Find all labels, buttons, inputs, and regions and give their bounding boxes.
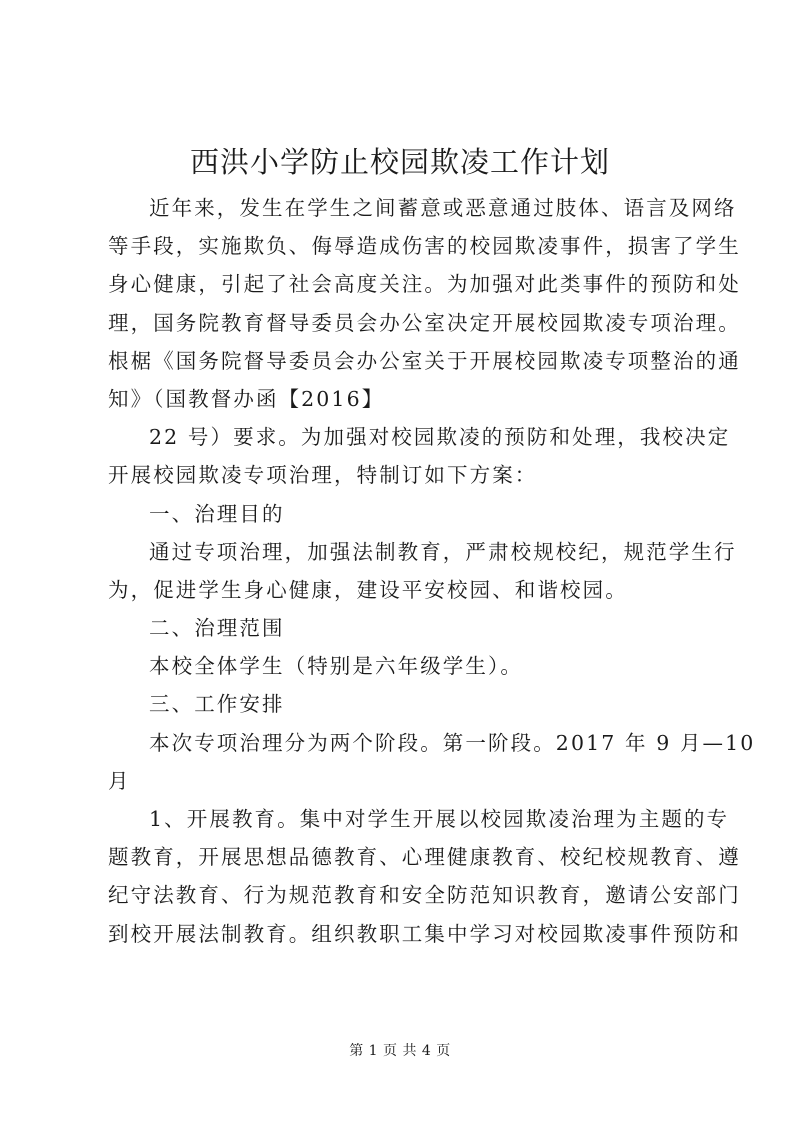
section-heading: 三、工作安排	[149, 692, 285, 717]
paragraph-line: 纪守法教育、行为规范教育和安全防范知识教育，邀请公安部门	[108, 883, 741, 908]
paragraph-line: 22 号）要求。为加强对校园欺凌的预防和处理，我校决定	[149, 425, 731, 450]
paragraph-line: 1、开展教育。集中对学生开展以校园欺凌治理为主题的专	[149, 807, 730, 831]
paragraph-line: 根椐《国务院督导委员会办公室关于开展校园欺凌专项整治的通	[108, 348, 741, 373]
document-title: 西洪小学防止校园欺凌工作计划	[189, 145, 610, 179]
paragraph-line: 题教育，开展思想品德教育、心理健康教育、校纪校规教育、遵	[108, 845, 741, 870]
paragraph-line: 月	[108, 768, 131, 793]
paragraph-line: 理，国务院教育督导委员会办公室决定开展校园欺凌专项治理。	[108, 310, 741, 335]
paragraph-line: 知》（国教督办函【2016】	[108, 386, 385, 411]
section-heading: 二、治理范围	[149, 616, 285, 641]
paragraph-line: 到校开展法制教育。组织教职工集中学习对校园欺凌事件预防和	[108, 921, 741, 946]
paragraph-line: 身心健康，引起了社会高度关注。为加强对此类事件的预防和处	[108, 272, 741, 297]
paragraph-line: 本校全体学生（特别是六年级学生）。	[149, 654, 523, 679]
paragraph-line: 等手段，实施欺负、侮辱造成伤害的校园欺凌事件，损害了学生	[108, 234, 741, 259]
paragraph-line: 开展校园欺凌专项治理，特制订如下方案：	[108, 463, 538, 488]
page-number-footer: 第 1 页 共 4 页	[349, 1043, 451, 1059]
paragraph-line: 通过专项治理，加强法制教育，严肃校规校纪，规范学生行	[149, 539, 737, 564]
paragraph-line: 本次专项治理分为两个阶段。第一阶段。2017 年 9 月—10	[149, 730, 756, 755]
paragraph-line: 近年来，发生在学生之间蓄意或恶意通过肢体、语言及网络	[149, 196, 737, 220]
document-body	[108, 189, 756, 953]
section-heading: 一、治理目的	[149, 501, 285, 526]
paragraph-line: 为，促进学生身心健康，建设平安校园、和谐校园。	[108, 577, 628, 602]
